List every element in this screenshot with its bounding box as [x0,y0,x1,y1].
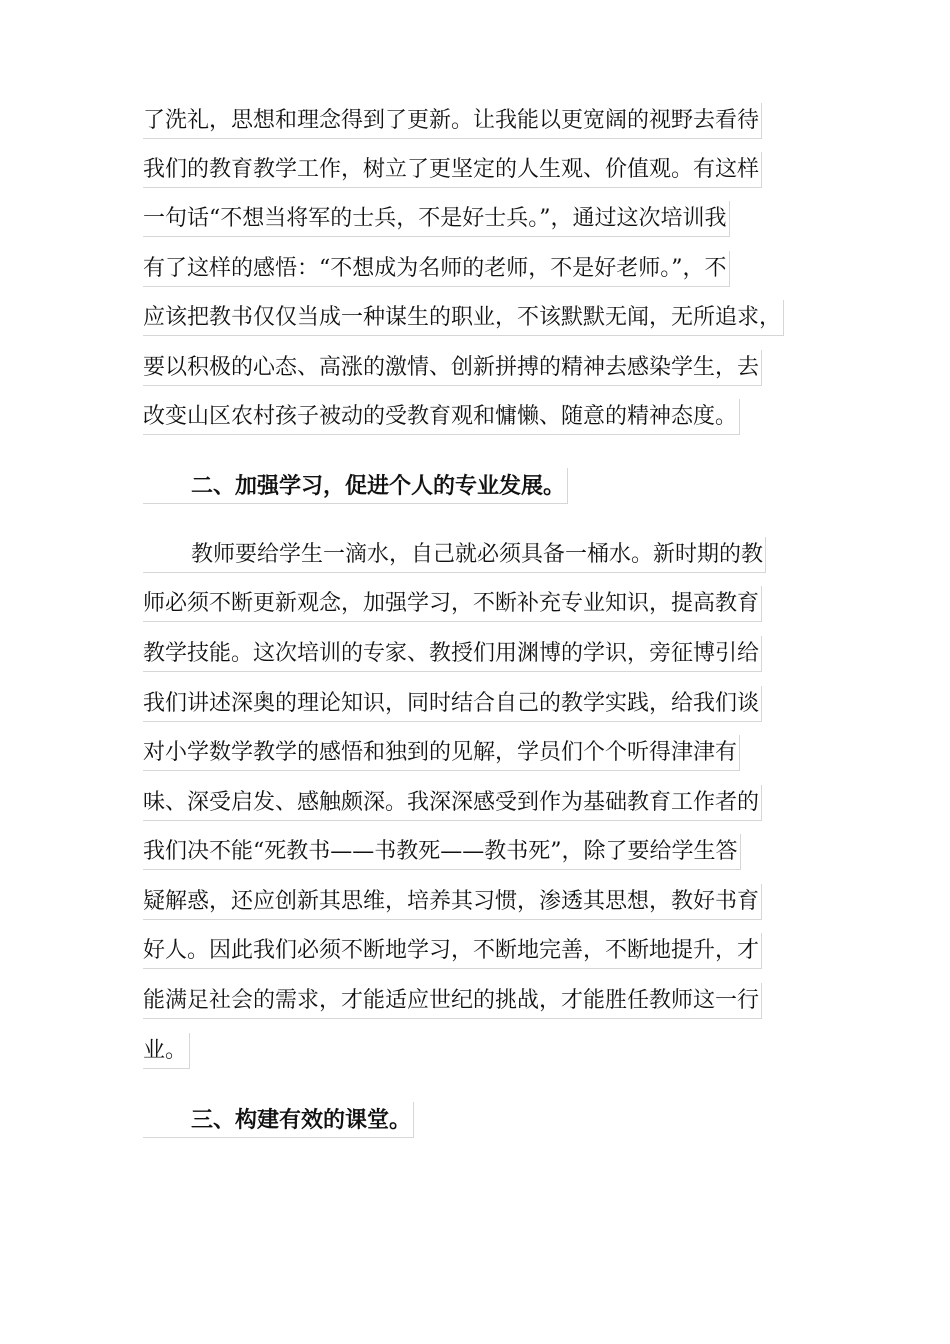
paragraph-line: 要以积极的心态、高涨的激情、创新拼搏的精神去感染学生，去 [143,350,762,386]
paragraph-line: 能满足社会的需求，才能适应世纪的挑战，才能胜任教师这一行 [143,983,762,1019]
paragraph-line: 改变山区农村孩子被动的受教育观和慵懒、随意的精神态度。 [143,399,740,435]
paragraph-line: 业。 [143,1033,190,1069]
section-heading-2: 二、加强学习，促进个人的专业发展。 [143,468,568,504]
paragraph-line: 师必须不断更新观念，加强学习，不断补充专业知识，提高教育 [143,586,762,622]
section-heading-3: 三、构建有效的课堂。 [143,1102,414,1138]
paragraph-line: 我们讲述深奥的理论知识，同时结合自己的教学实践，给我们谈 [143,686,762,722]
paragraph-line: 我们的教育教学工作，树立了更坚定的人生观、价值观。有这样 [143,152,762,188]
paragraph-line: 对小学数学教学的感悟和独到的见解，学员们个个听得津津有 [143,735,740,771]
paragraph-line: 教学技能。这次培训的专家、教授们用渊博的学识，旁征博引给 [143,636,762,672]
paragraph-line: 味、深受启发、感触颇深。我深深感受到作为基础教育工作者的 [143,785,762,821]
paragraph-line: 教师要给学生一滴水，自己就必须具备一桶水。新时期的教 [143,537,766,573]
paragraph-line: 一句话“不想当将军的士兵，不是好士兵。”，通过这次培训我 [143,201,730,237]
paragraph-line: 疑解惑，还应创新其思维，培养其习惯，渗透其思想，教好书育 [143,884,762,920]
paragraph-line: 了洗礼，思想和理念得到了更新。让我能以更宽阔的视野去看待 [143,103,762,139]
paragraph-line: 应该把教书仅仅当成一种谋生的职业，不该默默无闻，无所追求， [143,300,784,336]
paragraph-line: 我们决不能“死教书——书教死——教书死”，除了要给学生答 [143,834,741,870]
paragraph-line: 好人。因此我们必须不断地学习，不断地完善，不断地提升，才 [143,933,762,969]
paragraph-line: 有了这样的感悟：“不想成为名师的老师，不是好老师。”，不 [143,251,730,287]
